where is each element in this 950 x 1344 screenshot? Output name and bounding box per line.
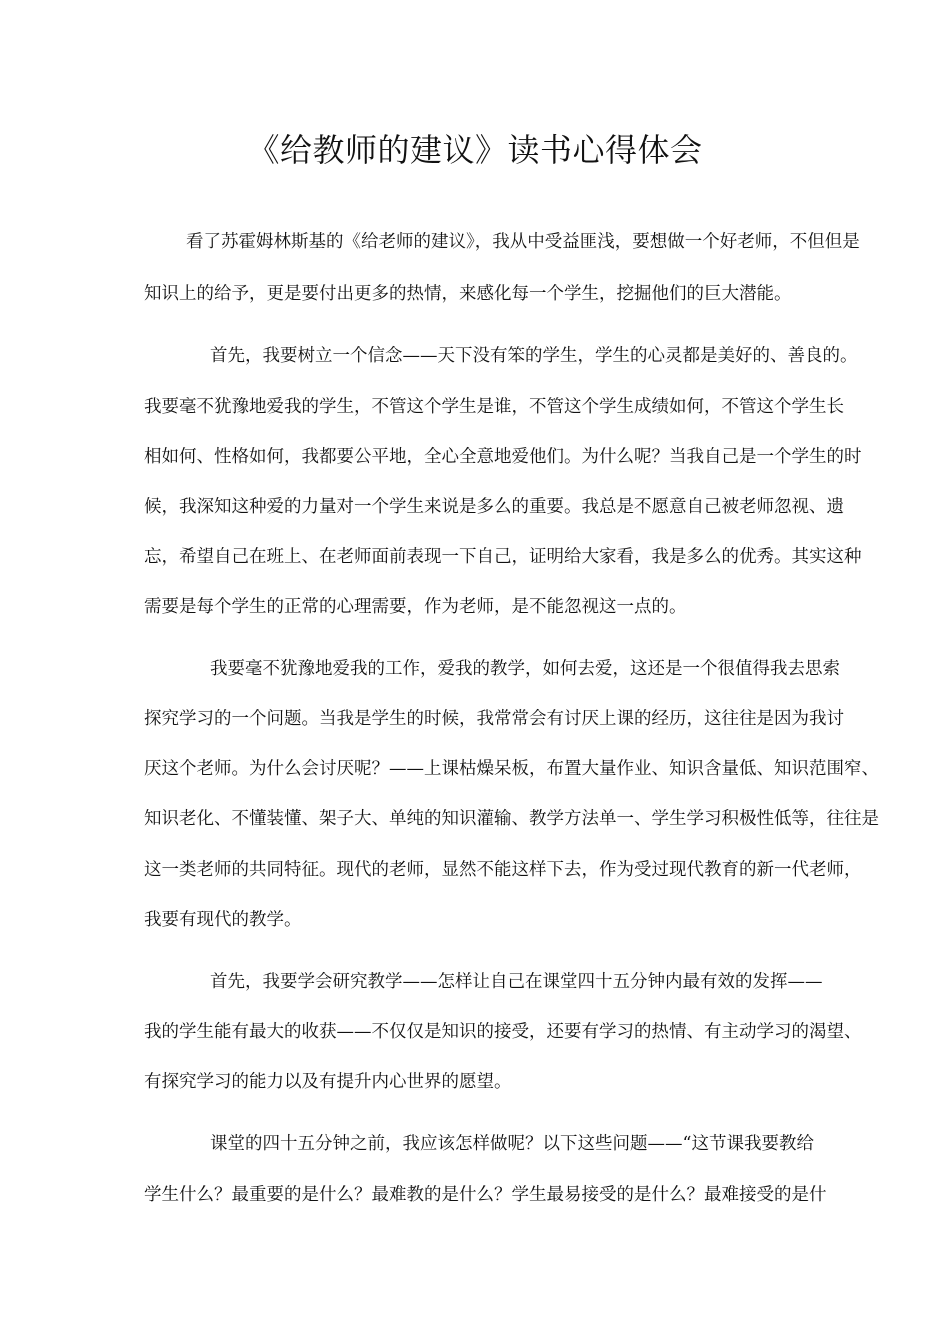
paragraph-line: 有探究学习的能力以及有提升内心世界的愿望。 (144, 1072, 512, 1092)
paragraph-line: 课堂的四十五分钟之前，我应该怎样做呢？以下这些问题——“这节课我要教给 (210, 1134, 814, 1154)
paragraph-line: 我要有现代的教学。 (144, 910, 302, 930)
paragraph-line: 首先，我要学会研究教学——怎样让自己在课堂四十五分钟内最有效的发挥—— (210, 972, 823, 992)
paragraph-line: 我的学生能有最大的收获——不仅仅是知识的接受，还要有学习的热情、有主动学习的渴望、 (144, 1022, 862, 1042)
paragraph-line: 厌这个老师。为什么会讨厌呢？——上课枯燥呆板，布置大量作业、知识含量低、知识范围窄、 (144, 759, 879, 779)
paragraph-line: 需要是每个学生的正常的心理需要，作为老师，是不能忽视这一点的。 (144, 597, 687, 617)
paragraph-line: 首先，我要树立一个信念——天下没有笨的学生，学生的心灵都是美好的、善良的。 (210, 346, 858, 366)
paragraph-line: 相如何、性格如何，我都要公平地，全心全意地爱他们。为什么呢？当我自己是一个学生的时 (144, 447, 862, 467)
paragraph-line: 探究学习的一个问题。当我是学生的时候，我常常会有讨厌上课的经历，这往往是因为我讨 (144, 709, 844, 729)
document-title: 《给教师的建议》读书心得体会 (247, 131, 703, 169)
paragraph-line: 候，我深知这种爱的力量对一个学生来说是多么的重要。我总是不愿意自己被老师忽视、遗 (144, 497, 844, 517)
paragraph-line: 知识上的给予，更是要付出更多的热情，来感化每一个学生，挖掘他们的巨大潜能。 (144, 284, 792, 304)
paragraph-line: 这一类老师的共同特征。现代的老师，显然不能这样下去，作为受过现代教育的新一代老师， (144, 860, 862, 880)
paragraph-line: 我要毫不犹豫地爱我的工作，爱我的教学，如何去爱，这还是一个很值得我去思索 (210, 659, 840, 679)
paragraph-line: 我要毫不犹豫地爱我的学生，不管这个学生是谁，不管这个学生成绩如何，不管这个学生长 (144, 397, 844, 417)
paragraph-line: 看了苏霍姆林斯基的《给老师的建议》，我从中受益匪浅，要想做一个好老师，不但但是 (186, 232, 860, 252)
paragraph-line: 学生什么？最重要的是什么？最难教的是什么？学生最易接受的是什么？最难接受的是什 (144, 1185, 827, 1205)
paragraph-line: 忘，希望自己在班上、在老师面前表现一下自己，证明给大家看，我是多么的优秀。其实这种 (144, 547, 862, 567)
paragraph-line: 知识老化、不懂装懂、架子大、单纯的知识灌输、教学方法单一、学生学习积极性低等，往往是 (144, 809, 879, 829)
